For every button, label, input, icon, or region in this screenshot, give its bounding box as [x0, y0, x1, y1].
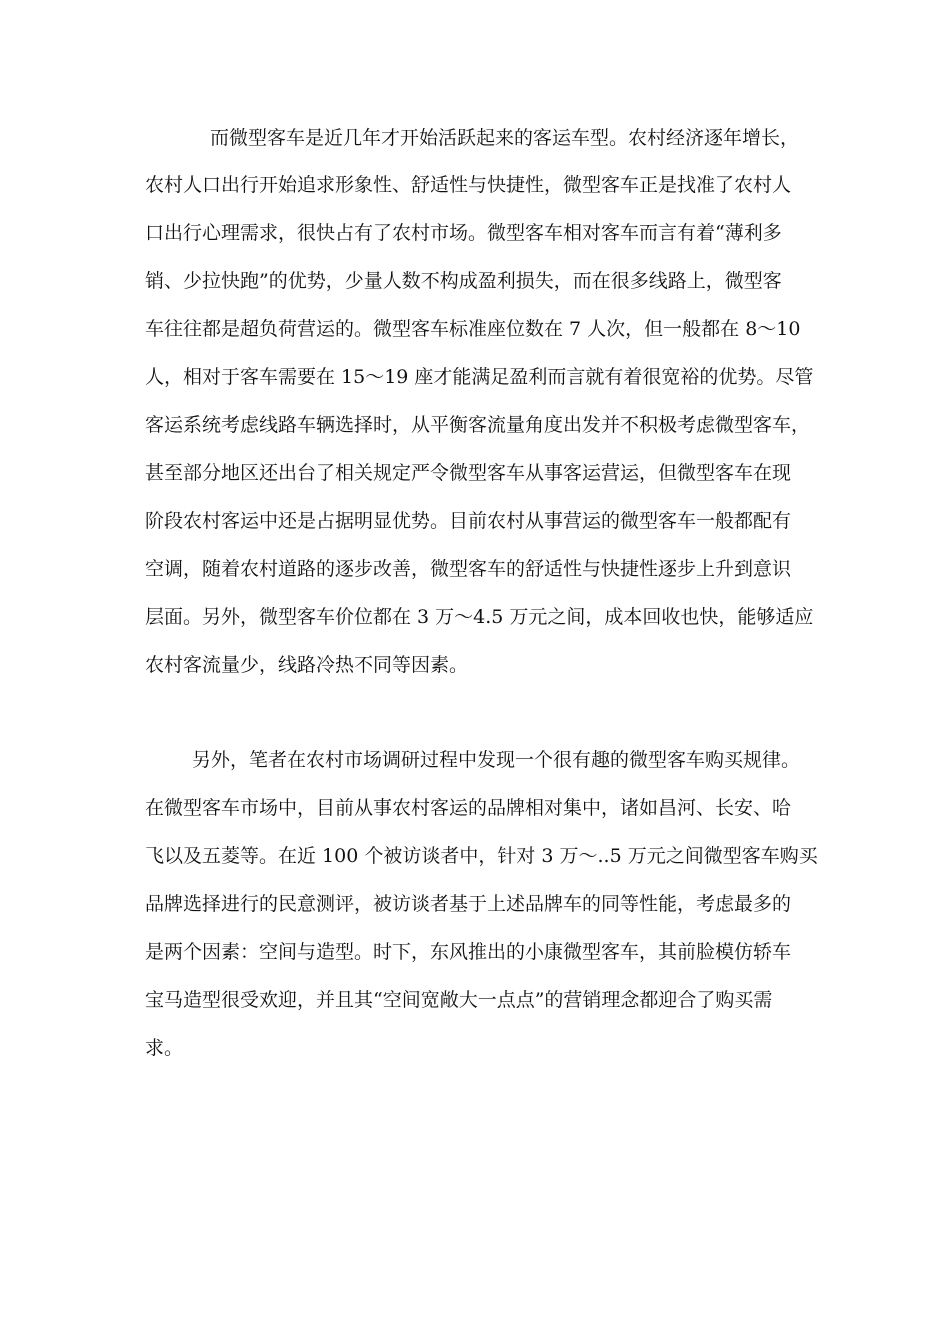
paragraph-1-line-5: 车往往都是超负荷营运的。微型客车标准座位数在 7 人次，但一般都在 8～10: [145, 318, 801, 340]
paragraph-1-line-12: 农村客流量少，线路冷热不同等因素。: [145, 654, 469, 676]
paragraph-2-line-1: 另外，笔者在农村市场调研过程中发现一个很有趣的微型客车购买规律。: [192, 749, 801, 771]
paragraph-1-line-1: 而微型客车是近几年才开始活跃起来的客运车型。农村经济逐年增长，: [210, 127, 800, 149]
paragraph-1-line-11: 层面。另外，微型客车价位都在 3 万～4.5 万元之间，成本回收也快，能够适应: [145, 606, 814, 628]
paragraph-2-line-3: 飞以及五菱等。在近 100 个被访谈者中，针对 3 万～..5 万元之间微型客车购买: [145, 845, 818, 867]
paragraph-2-line-2: 在微型客车市场中，目前从事农村客运的品牌相对集中，诸如昌河、长安、哈: [145, 797, 792, 819]
paragraph-2-line-5: 是两个因素：空间与造型。时下，东风推出的小康微型客车，其前脸模仿轿车: [145, 941, 792, 963]
paragraph-1-line-3: 口出行心理需求，很快占有了农村市场。微型客车相对客车而言有着“薄利多: [145, 222, 782, 244]
paragraph-1-line-10: 空调，随着农村道路的逐步改善，微型客车的舒适性与快捷性逐步上升到意识: [145, 558, 792, 580]
paragraph-1-line-6: 人，相对于客车需要在 15～19 座才能满足盈利而言就有着很宽裕的优势。尽管: [145, 366, 814, 388]
paragraph-2-line-7: 求。: [145, 1037, 184, 1059]
paragraph-1-line-4: 销、少拉快跑”的优势，少量人数不构成盈利损失，而在很多线路上，微型客: [145, 270, 782, 292]
paragraph-2-line-4: 品牌选择进行的民意测评，被访谈者基于上述品牌车的同等性能，考虑最多的: [145, 893, 792, 915]
paragraph-1-line-2: 农村人口出行开始追求形象性、舒适性与快捷性，微型客车正是找准了农村人: [145, 174, 792, 196]
paragraph-1-line-8: 甚至部分地区还出台了相关规定严令微型客车从事客运营运，但微型客车在现: [145, 462, 792, 484]
paragraph-1-line-7: 客运系统考虑线路车辆选择时，从平衡客流量角度出发并不积极考虑微型客车，: [145, 414, 811, 436]
paragraph-1-line-9: 阶段农村客运中还是占据明显优势。目前农村从事营运的微型客车一般都配有: [145, 510, 792, 532]
paragraph-2-line-6: 宝马造型很受欢迎，并且其“空间宽敞大一点点”的营销理念都迎合了购买需: [145, 989, 773, 1011]
